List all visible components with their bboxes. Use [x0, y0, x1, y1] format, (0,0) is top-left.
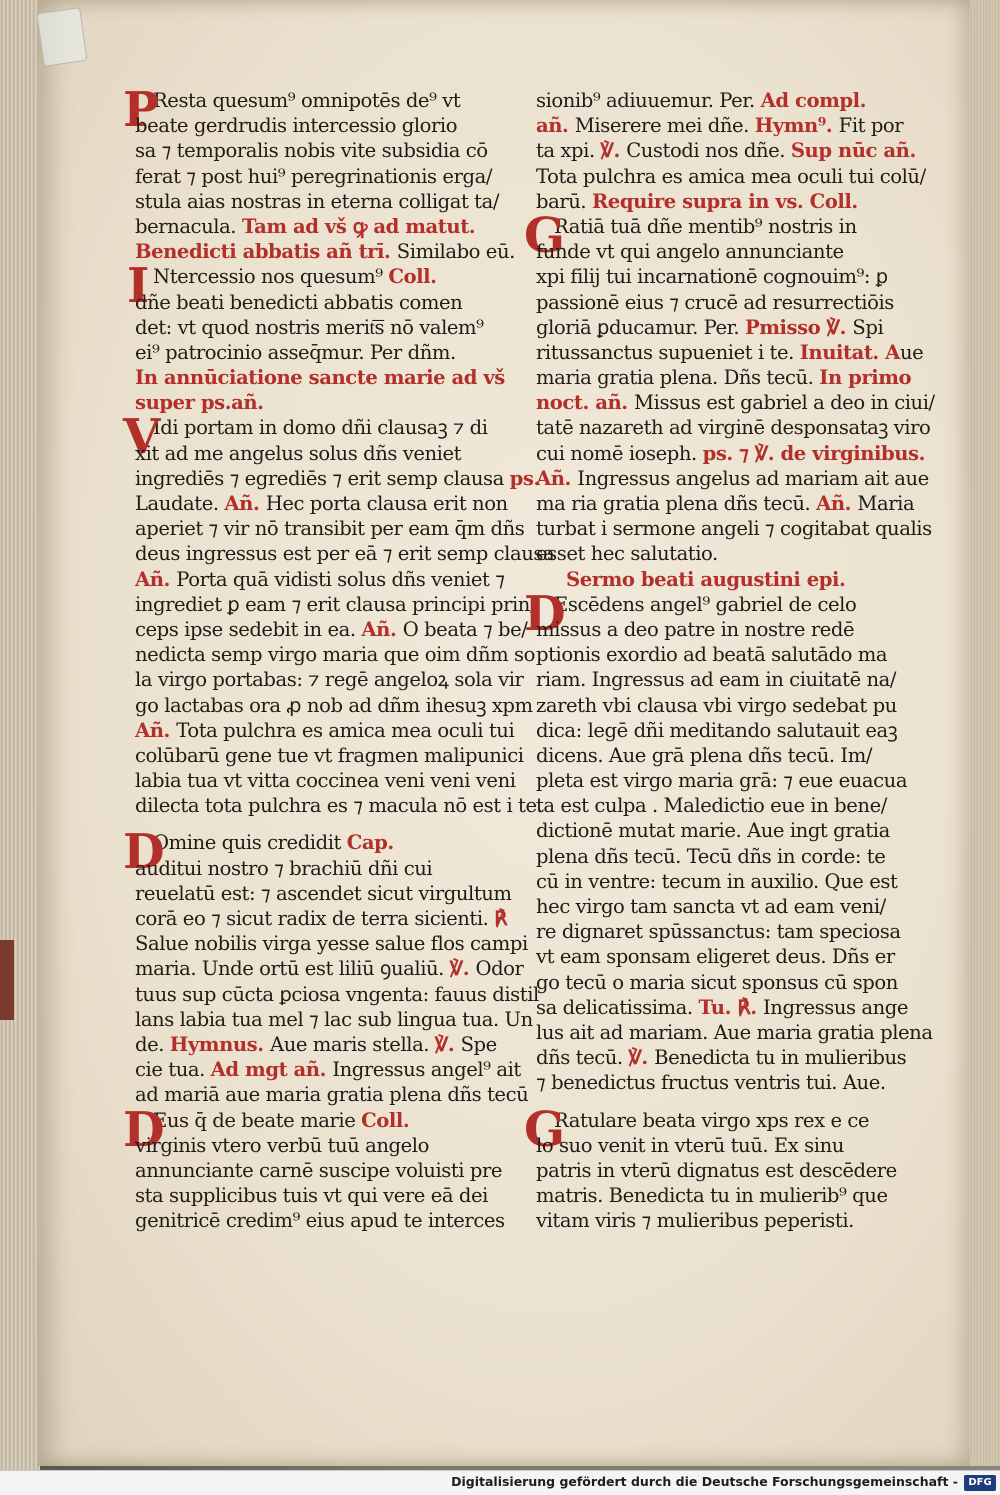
text-line	[536, 290, 914, 315]
text-line	[536, 516, 932, 541]
body-text: tuus sup cūcta ꝑciosa vngenta: fauus distil	[135, 982, 539, 1006]
body-text: funde vt qui angelo annunciante	[536, 240, 844, 264]
body-text: xpi filij tui incarnationē cognouim⁹: ꝑ	[536, 265, 888, 289]
text-line	[536, 1183, 914, 1208]
text-line	[536, 88, 914, 113]
text-line	[135, 881, 520, 906]
body-text: beate gerdrudis intercessio glorio	[135, 114, 458, 138]
text-line	[135, 1082, 529, 1107]
text-line	[536, 340, 924, 365]
rubric-text: Benedicti abbatis añ trī.	[135, 240, 397, 264]
body-text: dñs tecū.	[536, 1046, 629, 1070]
rubric-text: Añ.	[361, 617, 403, 641]
body-text: ta xpi.	[536, 139, 601, 163]
body-text: auditui nostro ⁊ brachiū dñi cui	[135, 856, 433, 880]
body-text: Similabo eū.	[396, 240, 515, 264]
body-text: Missus est gabriel a deo in ciui/	[634, 391, 935, 415]
text-line	[135, 113, 520, 138]
body-text: pleta est virgo maria grā: ⁊ eue euacua	[536, 769, 908, 793]
text-line	[135, 931, 528, 956]
body-text: Odor	[475, 957, 524, 981]
body-text: Hec porta clausa erit non	[265, 492, 508, 515]
drop-capital: P	[123, 82, 159, 138]
drop-capital: G	[524, 207, 565, 264]
text-line	[135, 567, 520, 592]
text-line	[135, 164, 520, 189]
text-line	[135, 956, 524, 981]
text-line	[135, 1208, 520, 1233]
body-text: Miserere mei dñe.	[574, 114, 755, 138]
rubric-text: Coll.	[388, 265, 437, 289]
text-line	[135, 138, 520, 163]
text-line	[135, 693, 533, 718]
body-text: re dignaret spūssanctus: tam speciosa	[536, 920, 901, 944]
body-text: riam. Ingressus ad eam in ciuitatē na/	[536, 668, 897, 692]
text-line	[135, 239, 520, 264]
rubric-text: ℣.	[600, 139, 627, 163]
right-text-column	[524, 88, 935, 1233]
text-line	[536, 667, 914, 692]
body-text: annunciante carnē suscipe voluisti pre	[135, 1158, 503, 1182]
body-text: Tota pulchra es amica mea oculi tui colū/	[536, 164, 926, 188]
rubric-text: Añ.	[135, 567, 177, 591]
body-text: vt eam sponsam eligeret deus. Dñs er	[536, 945, 895, 969]
body-text: Resta quesum⁹ omnipotēs de⁹ vt	[153, 89, 461, 112]
body-text: dilecta tota pulchra es ⁊ macula nō est i te.	[135, 794, 543, 818]
rubric-text: añ.	[536, 114, 575, 138]
rubric-text: In primo	[819, 366, 912, 390]
rubric-text: Hymnus.	[169, 1032, 270, 1056]
body-text: Salue nobilis virga yesse salue flos campi	[135, 932, 528, 956]
body-text: sa delicatissima.	[536, 995, 699, 1019]
text-line	[135, 856, 520, 881]
body-text: de.	[135, 1032, 170, 1056]
body-text: cū in ventre: tecum in auxilio. Que est	[536, 869, 898, 893]
body-text: zareth vbi clausa vbi virgo sedebat pu	[536, 693, 897, 717]
text-line	[135, 592, 537, 617]
body-text: hec virgo tam sancta vt ad eam veni/	[536, 895, 886, 918]
text-line	[135, 768, 520, 793]
rubric-text: Tam ad vš ꝙ ad matut.	[241, 214, 476, 238]
text-line	[135, 491, 520, 516]
body-text: virginis vtero verbū tuū angelo	[135, 1133, 429, 1157]
body-text: ⁊ benedictus fructus ventris tui. Aue.	[536, 1071, 886, 1095]
rubric-text: Inuitat. A	[799, 340, 900, 364]
text-line	[536, 1045, 914, 1070]
text-line	[135, 642, 535, 667]
text-line	[536, 1208, 914, 1233]
body-text: Spe	[460, 1032, 497, 1056]
paragraph-gap	[135, 818, 520, 830]
rubric-text: noct. añ.	[536, 391, 635, 415]
text-line	[536, 1020, 933, 1045]
text-line	[536, 138, 914, 163]
body-text: gloriā ꝑducamur. Per.	[536, 315, 745, 339]
body-text: ta est culpa . Maledictio eue in bene/	[536, 794, 887, 818]
body-text: stula aias nostras in eterna colligat ta/	[135, 189, 499, 213]
rubric-text: Añ.	[816, 492, 858, 515]
rubric-text: Hymn⁹.	[754, 114, 839, 138]
text-line	[536, 466, 929, 491]
body-text: missus a deo patre in nostre redē	[536, 617, 855, 641]
body-text: ceps ipse sedebit in ea.	[135, 617, 362, 641]
text-line	[536, 944, 914, 969]
body-text: Laudate.	[135, 492, 225, 515]
rubric-text: Sup nūc añ.	[790, 139, 916, 163]
body-text: turbat i sermone angeli ⁊ cogitabat qualis	[536, 517, 932, 541]
rubric-text: ps. ⁊ ℣. de virginibus.	[702, 441, 925, 465]
body-text: ue	[899, 340, 924, 364]
text-line	[135, 1158, 520, 1183]
drop-capital: D	[123, 1101, 165, 1158]
body-text: aperiet ⁊ vir nō transibit per eam q̄m dñs	[135, 517, 525, 541]
text-line	[135, 1183, 520, 1208]
body-text: tatē nazareth ad virginē desponsataꝫ viro	[536, 416, 931, 440]
text-line	[135, 906, 520, 931]
body-text: Tota pulchra es amica mea oculi tui	[176, 718, 515, 742]
body-text: Fit por	[838, 114, 904, 138]
body-text: Idi portam in domo dñi clausaꝫ ⁊ di	[153, 416, 488, 440]
body-text: ingrediēs ⁊ egrediēs ⁊ erit semp clausa	[135, 466, 510, 490]
book-fore-edge	[970, 0, 1000, 1466]
text-line	[135, 441, 520, 466]
body-text: xit ad me angelus solus dñs veniet	[135, 441, 462, 465]
body-text: barū.	[536, 189, 592, 213]
body-text: deus ingressus est per eā ⁊ erit semp clausa	[135, 542, 555, 566]
body-text: Escēdens angel⁹ gabriel de celo	[554, 592, 857, 616]
text-line	[536, 793, 914, 818]
text-line	[536, 541, 914, 566]
text-line	[536, 642, 914, 667]
text-line	[536, 365, 914, 390]
body-text: vitam viris ⁊ mulieribus peperisti.	[536, 1209, 854, 1233]
rubric-text: ℣.	[449, 957, 476, 981]
body-text: O beata ⁊ be/	[402, 617, 528, 641]
text-line	[536, 995, 914, 1020]
text-line	[536, 164, 926, 189]
body-text: Porta quā vidisti solus dñs veniet ⁊	[176, 567, 505, 591]
text-line	[536, 743, 914, 768]
body-text: det: vt quod nostris merit͞s nō valem⁹	[135, 315, 484, 339]
rubric-text: Require supra in vs. Coll.	[591, 189, 858, 213]
body-text: Custodi nos dñe.	[626, 139, 791, 163]
rubric-text: Tu.	[698, 995, 738, 1019]
rubric-text: ps.	[509, 466, 540, 490]
rubric-text: Añ.	[536, 466, 578, 490]
body-text: cui nomē ioseph.	[536, 441, 703, 465]
body-text: Benedicta tu in mulieribus	[654, 1046, 907, 1070]
text-line	[135, 466, 540, 491]
body-text: Omine quis credidit	[153, 831, 347, 855]
text-line	[536, 869, 914, 894]
text-line	[135, 1007, 533, 1032]
text-line	[536, 239, 914, 264]
text-line	[135, 516, 525, 541]
body-text: lo suo venit in vterū tuū. Ex sinu	[536, 1133, 844, 1157]
text-line	[135, 743, 524, 768]
body-text: Ratiā tuā dñe mentib⁹ nostris in	[554, 214, 857, 238]
text-line	[536, 415, 931, 440]
text-line	[135, 793, 543, 818]
rubric-text: Cap.	[346, 831, 394, 855]
text-line	[536, 441, 925, 466]
body-text: genitricē credim⁹ eius apud te interces	[135, 1209, 505, 1233]
body-text: ad mariā aue maria gratia plena dñs tecū	[135, 1083, 529, 1107]
text-line	[536, 390, 935, 415]
text-line	[536, 818, 914, 843]
body-text: esset hec salutatio.	[536, 542, 718, 566]
text-line	[135, 541, 555, 566]
rubric-text: super ps.añ.	[135, 391, 264, 415]
text-line	[135, 718, 520, 743]
text-line	[135, 1133, 520, 1158]
body-text: matris. Benedicta tu in mulierib⁹ que	[536, 1184, 888, 1208]
rubric-text: Ad compl.	[760, 89, 866, 112]
text-line	[536, 315, 914, 340]
body-text: maria gratia plena. Dñs tecū.	[536, 366, 820, 390]
text-line	[536, 113, 914, 138]
drop-capital: D	[524, 585, 566, 642]
body-text: ingrediet ꝑ eam ⁊ erit clausa principi prin/	[135, 592, 537, 616]
text-line	[536, 264, 914, 289]
body-text: Eus q̄ de beate marie	[153, 1108, 362, 1132]
text-line	[536, 844, 914, 869]
body-text: dica: legē dñi meditando salutauit eaꝫ	[536, 718, 898, 742]
text-line	[135, 982, 539, 1007]
body-text: Ratulare beata virgo xps rex e ce	[554, 1108, 870, 1132]
rubric-text: Añ.	[224, 492, 266, 515]
text-line	[536, 919, 914, 944]
body-text: Maria	[857, 492, 915, 515]
text-line	[536, 189, 914, 214]
page-tab-marker	[36, 7, 87, 67]
book-left-edge	[0, 0, 40, 1470]
body-text: passionē eius ⁊ crucē ad resurrectiōis	[536, 290, 894, 314]
text-line	[135, 189, 520, 214]
text-line	[536, 894, 914, 919]
rubric-text: Sermo beati augustini epi.	[566, 567, 846, 591]
text-line	[536, 1133, 914, 1158]
body-text: go tecū o maria sicut sponsus cū spon	[536, 970, 898, 994]
body-text: ptionis exordio ad beatā salutādo ma	[536, 643, 888, 667]
body-text: sta supplicibus tuis vt qui vere eā dei	[135, 1184, 488, 1208]
footer-credit: Digitalisierung gefördert durch die Deutsche Forschungsgemeinschaft -	[451, 1474, 958, 1489]
body-text: Ingressus angelus ad mariam ait aue	[577, 466, 929, 490]
dfg-logo-icon: DFG	[964, 1475, 996, 1491]
text-line	[135, 365, 520, 390]
body-text: bernacula.	[135, 214, 242, 238]
body-text: colūbarū gene tue vt fragmen malipunici	[135, 743, 524, 767]
text-line	[135, 290, 520, 315]
drop-capital: V	[123, 409, 160, 466]
body-text: sa ⁊ temporalis nobis vite subsidia cō	[135, 139, 488, 163]
text-line	[135, 214, 520, 239]
rubric-text: Añ.	[135, 718, 177, 742]
body-text: maria. Unde ortū est liliū ꝯualiū.	[135, 957, 450, 981]
text-line	[135, 617, 528, 642]
left-text-column	[123, 82, 555, 1233]
body-text: Spi	[852, 315, 884, 339]
body-text: reuelatū est: ⁊ ascendet sicut virgultum	[135, 881, 512, 905]
body-text: ferat ⁊ post hui⁹ peregrinationis erga/	[135, 164, 492, 188]
rubric-text: In annūciatione sancte marie ad vš	[135, 366, 505, 390]
body-text: patris in vterū dignatus est descēdere	[536, 1158, 897, 1182]
text-line	[536, 718, 914, 743]
text-line	[536, 768, 914, 793]
text-line	[536, 1158, 914, 1183]
body-text: Ntercessio nos quesum⁹	[153, 265, 389, 289]
text-line	[135, 315, 520, 340]
drop-capital: D	[123, 824, 165, 881]
body-text: Ingressus angel⁹ ait	[332, 1058, 521, 1082]
body-text: go lactabas ora ꝓ nob ad dñm ihesuꝫ xpm	[135, 693, 533, 717]
body-text: corā eo ⁊ sicut radix de terra sicienti.	[135, 907, 495, 930]
body-text: Ingressus ange	[763, 995, 909, 1019]
body-text: dictionē mutat marie. Aue ingt gratia	[536, 819, 890, 843]
footer-bar	[0, 1470, 1000, 1495]
drop-capital: G	[524, 1101, 565, 1158]
rubric-text: ℟.	[737, 995, 764, 1019]
text-line	[135, 390, 520, 415]
body-text: plena dñs tecū. Tecū dñs in corde: te	[536, 844, 886, 868]
body-text: lans labia tua mel ⁊ lac sub lingua tua. Un	[135, 1007, 533, 1031]
body-text: ei⁹ patrocinio asseq̄mur. Per dñm.	[135, 340, 456, 364]
body-text: lus ait ad mariam. Aue maria gratia plena	[536, 1020, 933, 1044]
rubric-text: ℟	[494, 907, 508, 930]
body-text: cie tua.	[135, 1058, 211, 1082]
drop-capital: I	[126, 258, 149, 315]
body-text: sionib⁹ adiuuemur. Per.	[536, 89, 761, 112]
text-line	[536, 970, 914, 995]
text-line	[536, 1070, 914, 1095]
body-text: dicens. Aue grā plena dñs tecū. Im/	[536, 743, 872, 767]
rubric-text: ℣.	[628, 1046, 655, 1070]
text-line	[536, 693, 914, 718]
body-text: Aue maris stella.	[270, 1032, 435, 1056]
body-text: ritussanctus supueniet i te.	[536, 340, 800, 364]
text-line	[135, 340, 520, 365]
text-line	[135, 1057, 520, 1082]
rubric-text: ℣.	[434, 1032, 461, 1056]
text-line	[536, 491, 914, 516]
body-text: labia tua vt vitta coccinea veni veni veni	[135, 769, 516, 793]
text-line	[135, 1032, 520, 1057]
text-line	[536, 617, 914, 642]
body-text: nedicta semp virgo maria que oim dñm so	[135, 643, 535, 667]
body-text: ma ria gratia plena dñs tecū.	[536, 492, 817, 515]
rubric-text: Pmisso ℣.	[744, 315, 853, 339]
body-text: la virgo portabas: ⁊ regē angeloꝝ sola vir	[135, 668, 524, 692]
body-text: dñe beati benedicti abbatis comen	[135, 290, 463, 314]
rubric-text: Ad mgt añ.	[210, 1058, 333, 1082]
rubric-text: Coll.	[361, 1108, 410, 1132]
paragraph-gap	[536, 1096, 914, 1108]
text-line	[135, 667, 524, 692]
text-line	[536, 567, 914, 592]
